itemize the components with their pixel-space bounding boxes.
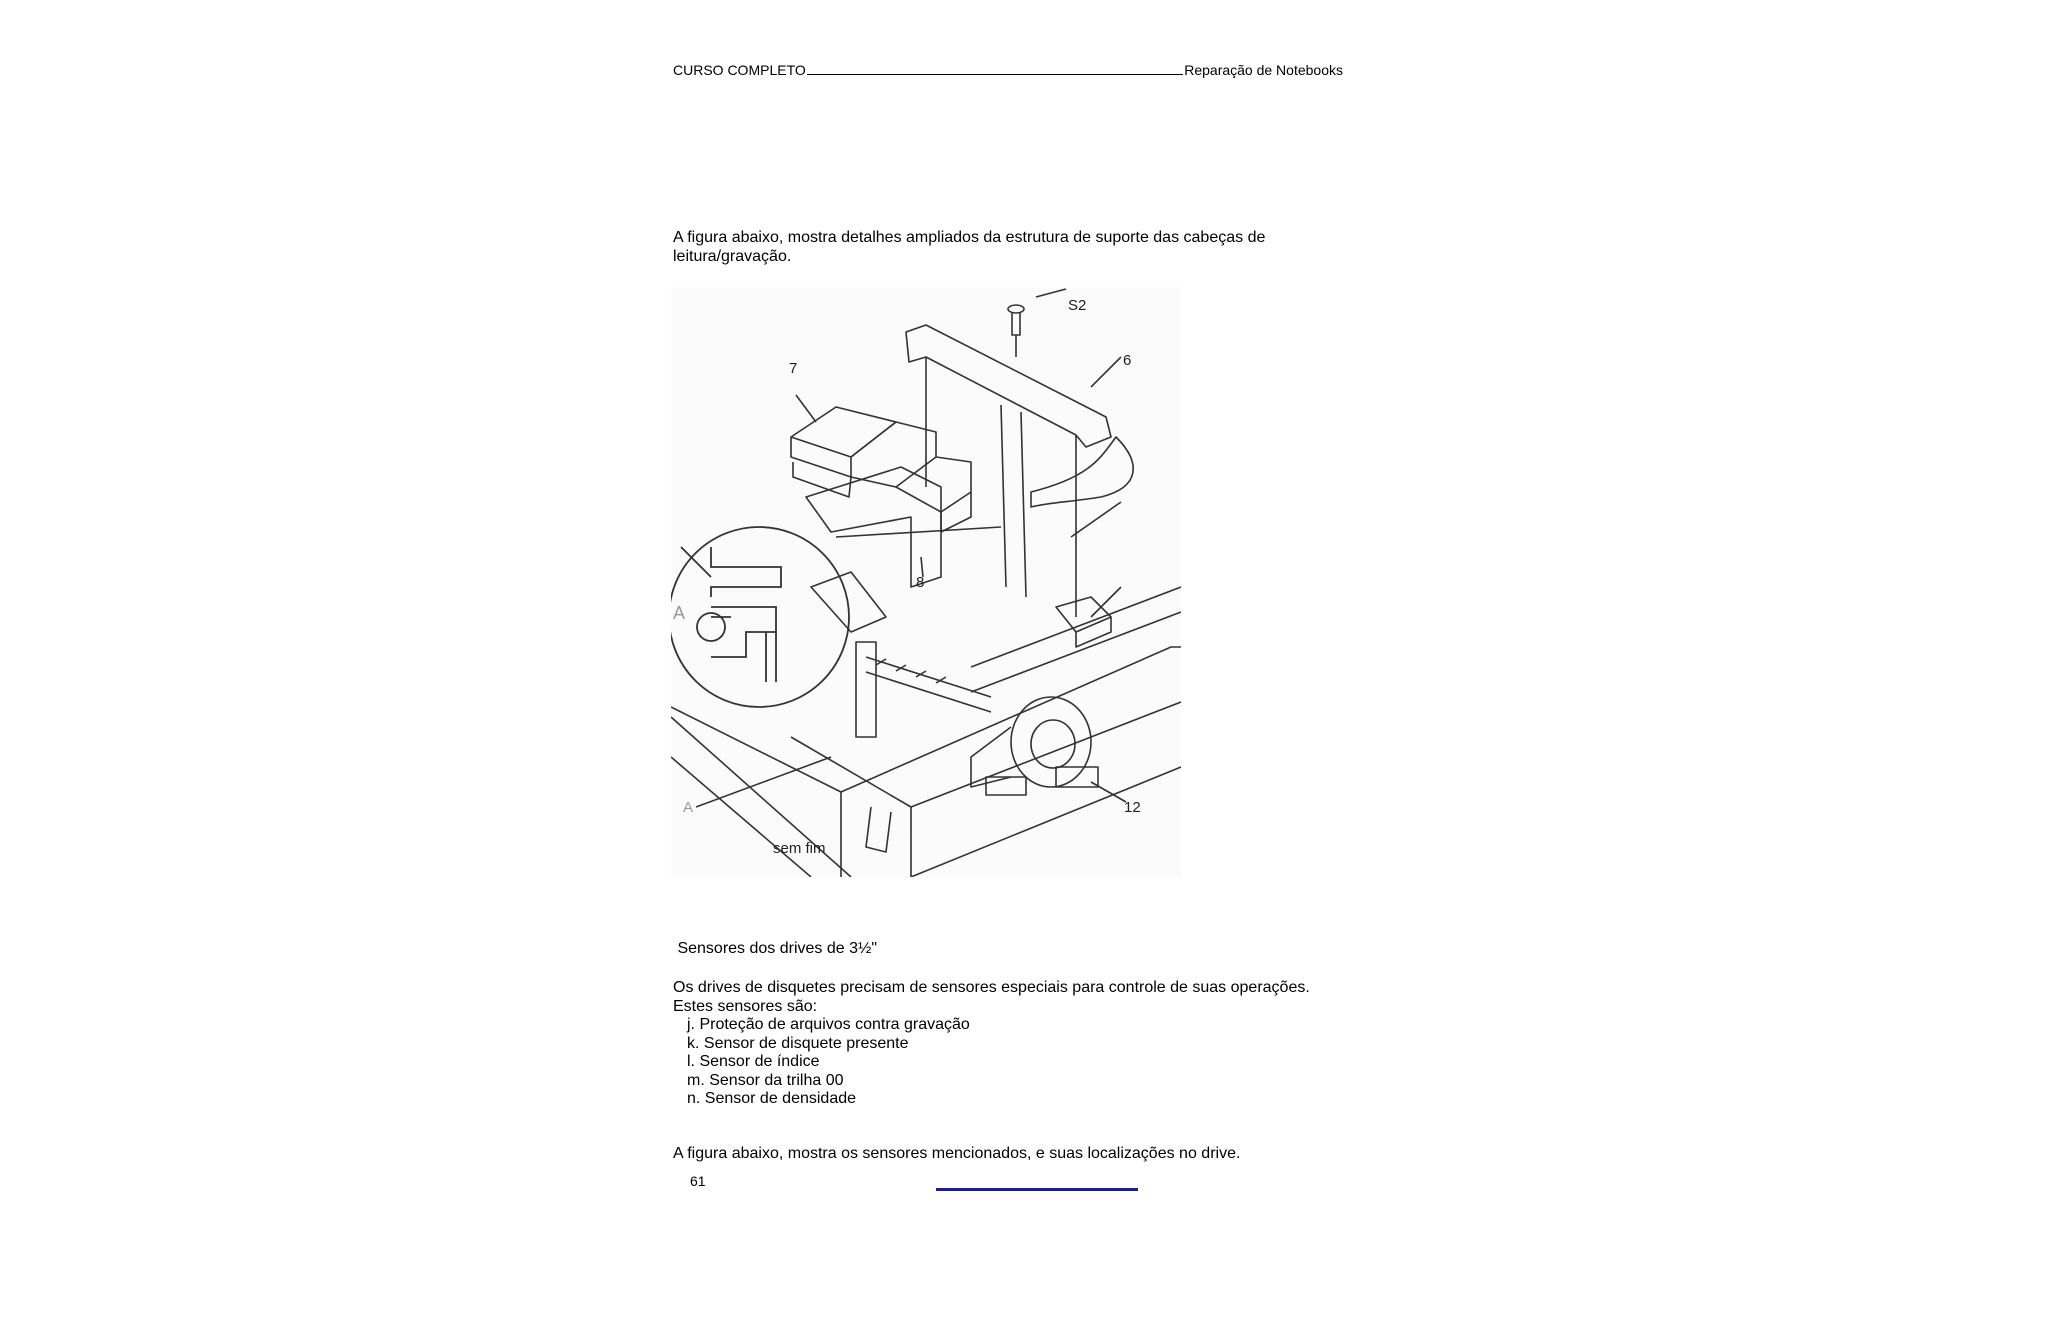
label-12: 12: [1124, 799, 1141, 816]
page-header: [673, 62, 1343, 78]
label-sem-fim: sem fim: [773, 840, 826, 857]
intro-paragraph: A figura abaixo, mostra detalhes ampliados da estrutura de suporte das cabeças de leitura/gravação.: [673, 229, 1266, 265]
head-support-drawing: [671, 287, 1181, 877]
list-item: m. Sensor da trilha 00: [687, 1071, 844, 1089]
body-paragraph: Os drives de disquetes precisam de sensores especiais para controle de suas operações. Estes sensores são:: [673, 979, 1310, 1015]
list-item: k. Sensor de disquete presente: [687, 1034, 909, 1052]
head-support-figure: [671, 287, 1181, 877]
page-number: 61: [690, 1173, 706, 1189]
list-item: l. Sensor de índice: [687, 1053, 820, 1070]
label-a-inset: A: [673, 603, 686, 623]
label-a-bottom: A: [683, 799, 694, 816]
footer-line: [936, 1188, 1138, 1191]
closing-paragraph: A figura abaixo, mostra os sensores mencionados, e suas localizações no drive.: [673, 1145, 1241, 1162]
section-title: Sensores dos drives de 3½": [673, 940, 878, 957]
label-s2: S2: [1068, 297, 1087, 314]
sensor-list: [687, 1016, 970, 1109]
label-7: 7: [789, 360, 798, 377]
list-item: j. Proteção de arquivos contra gravação: [687, 1016, 970, 1033]
header-rule: [807, 74, 1183, 75]
header-right: Reparação de Notebooks: [1184, 62, 1343, 78]
list-item: n. Sensor de densidade: [687, 1090, 857, 1107]
label-8: 8: [916, 574, 925, 591]
header-left: CURSO COMPLETO: [673, 62, 806, 78]
label-6: 6: [1123, 352, 1132, 369]
